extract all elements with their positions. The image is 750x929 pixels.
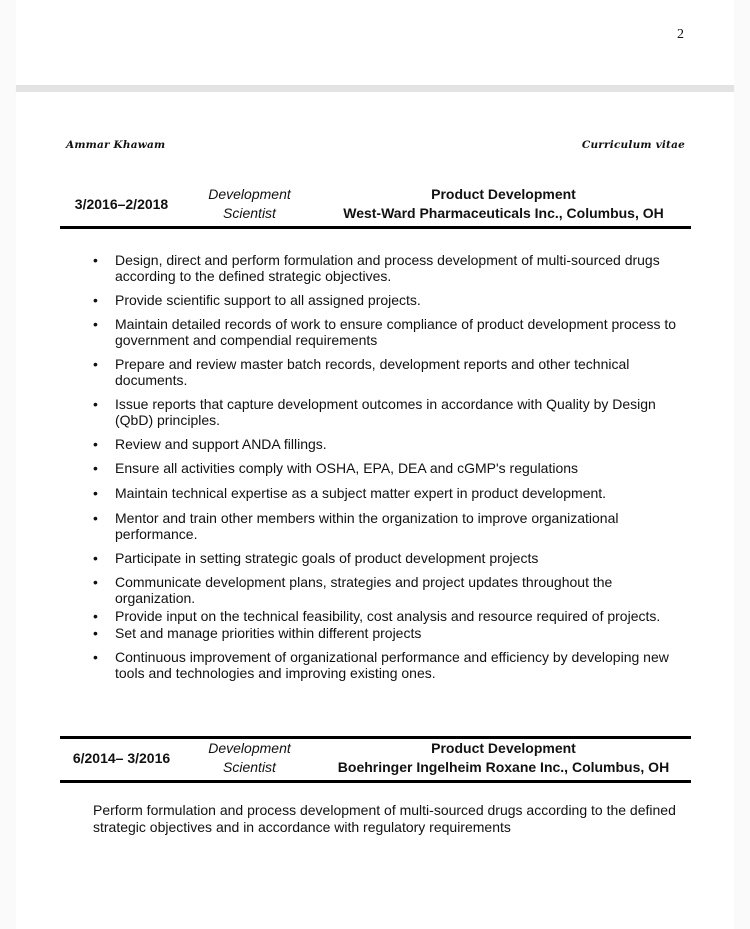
job-dates: 6/2014– 3/2016	[72, 749, 171, 766]
job-title-line: Development	[208, 740, 291, 756]
job-company: West-Ward Pharmaceuticals Inc., Columbus, OH	[343, 205, 664, 221]
page-number: 2	[677, 27, 684, 42]
duty-item: • Continuous improvement of organizational performance and efficiency by developing new tools and technologies and improving existing ones.	[93, 649, 688, 681]
duty-item: • Ensure all activities comply with OSHA, EPA, DEA and cGMP's regulations	[93, 460, 688, 476]
job-title-line: Development	[208, 186, 291, 202]
duty-item: • Review and support ANDA fillings.	[93, 436, 688, 452]
previous-page-bottom	[16, 0, 734, 85]
job-dates: 3/2016–2/2018	[74, 195, 169, 212]
job-organization	[316, 739, 691, 777]
document-type: Curriculum vitae	[581, 139, 685, 151]
page-break-divider	[16, 85, 734, 92]
running-header	[66, 139, 685, 151]
job-title	[183, 739, 316, 777]
job-title	[183, 185, 316, 223]
job-department: Product Development	[431, 740, 576, 756]
job-header	[60, 185, 691, 229]
duty-item: • Provide input on the technical feasibility, cost analysis and resource required of projects.	[93, 608, 688, 624]
duty-item: • Mentor and train other members within the organization to improve organizational performance.	[93, 510, 688, 542]
job-header	[60, 736, 691, 783]
duty-item: • Maintain technical expertise as a subject matter expert in product development.	[93, 485, 688, 501]
duty-item: • Design, direct and perform formulation and process development of multi-sourced drugs according to the defined strategic objectives.	[93, 252, 688, 284]
job-organization	[316, 185, 691, 223]
job-company: Boehringer Ingelheim Roxane Inc., Columbus, OH	[337, 759, 670, 775]
job-department: Product Development	[431, 186, 576, 202]
duty-item: • Set and manage priorities within different projects	[93, 625, 688, 641]
author-name: Ammar Khawam	[66, 139, 166, 151]
duty-item: • Communicate development plans, strategies and project updates throughout the organization.	[93, 574, 688, 606]
duty-item: • Issue reports that capture development outcomes in accordance with Quality by Design (QbD) principles.	[93, 396, 688, 428]
duty-item: • Prepare and review master batch records, development reports and other technical documents.	[93, 356, 688, 388]
job-summary: Perform formulation and process development of multi-sourced drugs according to the defined strategic objectives and in accordance with regulatory requirements	[93, 802, 676, 835]
duty-item: • Maintain detailed records of work to ensure compliance of product development process to government and compendial requirements	[93, 316, 688, 348]
duty-item: • Provide scientific support to all assigned projects.	[93, 292, 688, 308]
job-title-line: Scientist	[223, 759, 276, 775]
job-title-line: Scientist	[223, 205, 276, 221]
duty-item: • Participate in setting strategic goals of product development projects	[93, 550, 688, 566]
